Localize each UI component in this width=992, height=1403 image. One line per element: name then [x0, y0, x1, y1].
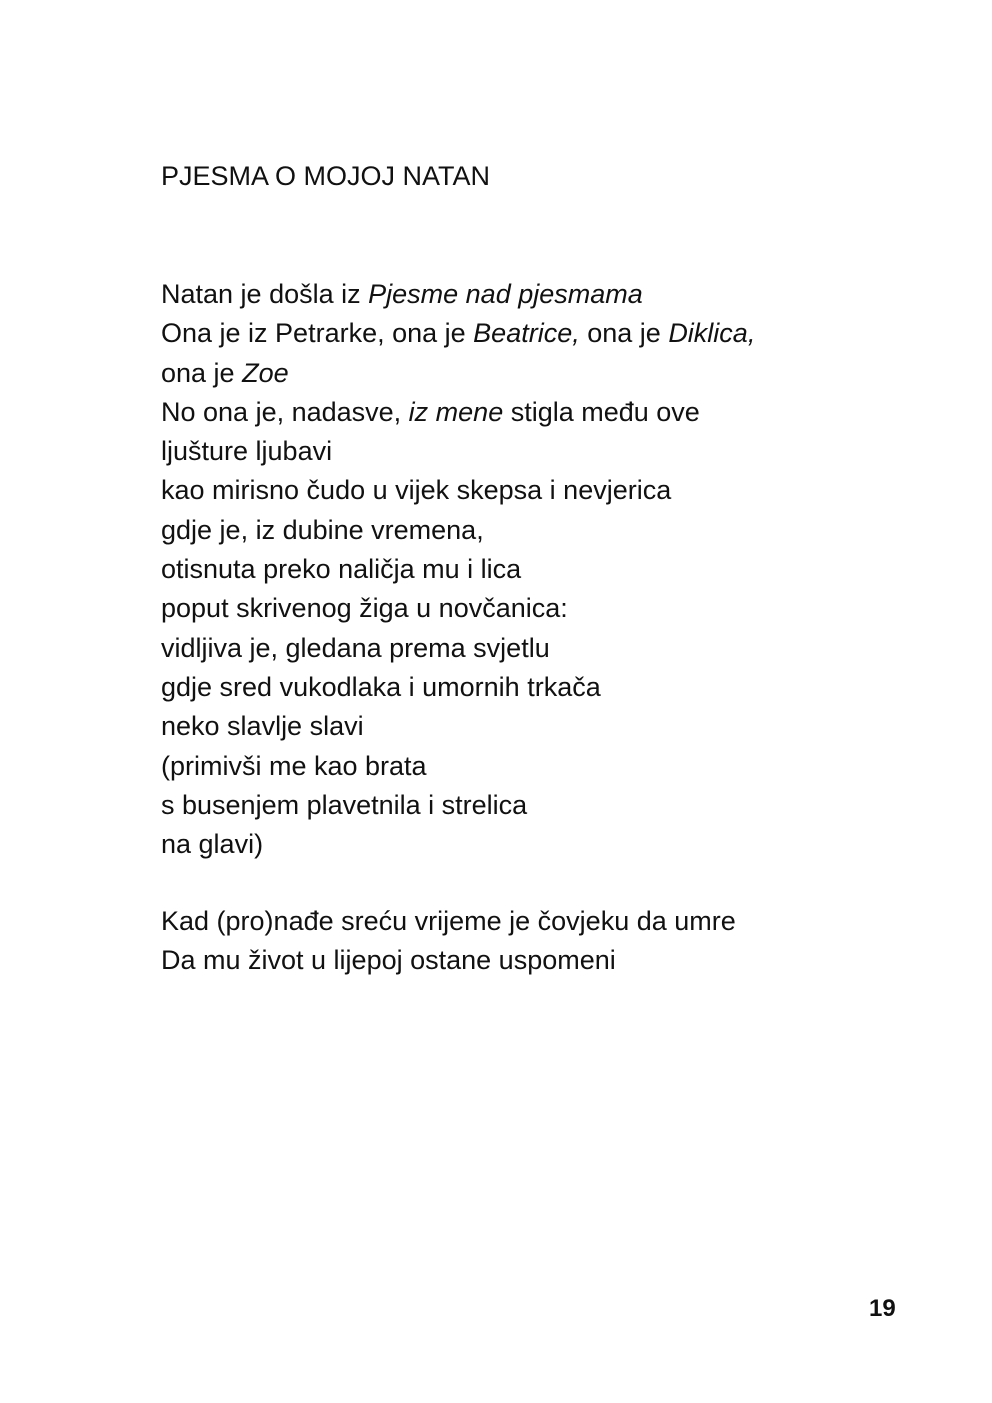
line-4-text-b: stigla među ove [503, 396, 700, 427]
poem-line-3 [161, 354, 755, 393]
poem-line-1 [161, 275, 755, 314]
line-4-italic: iz mene [408, 396, 504, 427]
poem-line-17: Da mu život u lijepoj ostane uspomeni [161, 945, 616, 976]
stanza-two [161, 902, 736, 981]
poem-line-15: na glavi) [161, 829, 264, 860]
stanza-one [161, 275, 755, 864]
line-2-text-b: ona je [579, 318, 669, 349]
poem-line-14: s busenjem plavetnila i strelica [161, 789, 528, 820]
line-2-italic-b: Diklica, [668, 318, 756, 349]
poem-line-11: gdje sred vukodlaka i umornih trkača [161, 671, 601, 702]
poem-title: PJESMA O MOJOJ NATAN [161, 161, 491, 191]
poem-line-12: neko slavlje slavi [161, 711, 364, 742]
line-2-text-a: Ona je iz Petrarke, ona je [161, 318, 474, 349]
line-3-text: ona je [161, 357, 243, 388]
line-1-text: Natan je došla iz [161, 279, 369, 309]
poem-line-4 [161, 393, 755, 432]
poem-line-6: kao mirisno čudo u vijek skepsa i nevjerica [161, 475, 672, 506]
poem-line-8: otisnuta preko naličja mu i lica [161, 554, 522, 585]
poem-line-13: (primivši me kao brata [161, 750, 427, 781]
poem-line-5: ljušture ljubavi [161, 436, 333, 467]
page-number: 19 [869, 1295, 896, 1322]
poem-line-16: Kad (pro)nađe sreću vrijeme je čovjeku da umre [161, 906, 736, 936]
poem-line-10: vidljiva je, gledana prema svjetlu [161, 632, 550, 663]
line-1-italic: Pjesme nad pjesmama [368, 279, 643, 309]
poem-line-9: poput skrivenog žiga u novčanica: [161, 593, 568, 624]
poem-line-2 [161, 314, 755, 353]
line-3-italic: Zoe [242, 357, 289, 388]
line-4-text-a: No ona je, nadasve, [161, 396, 409, 427]
line-2-italic-a: Beatrice, [473, 318, 580, 349]
poem-line-7: gdje je, iz dubine vremena, [161, 514, 484, 545]
